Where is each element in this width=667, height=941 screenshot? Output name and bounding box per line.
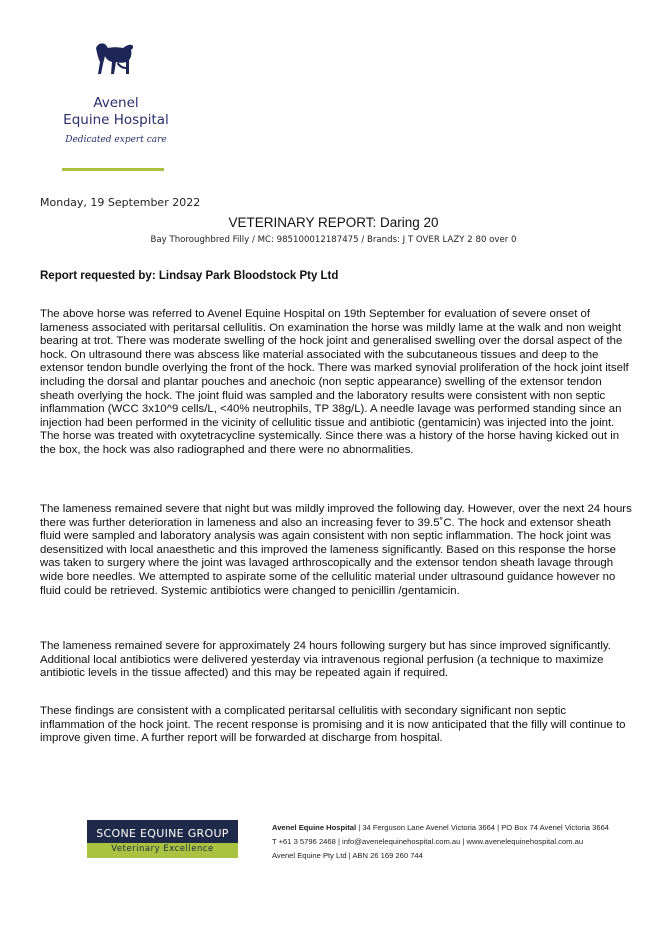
scone-equine-group-logo bbox=[87, 820, 238, 858]
footer-company-line: Avenel Equine Pty Ltd | ABN 26 169 260 744 bbox=[272, 851, 423, 860]
report-paragraph: The lameness remained severe that night but was mildly improved the following day. However, over the next 24 hours there was further deterioration in lameness and also an increasing fever to 39.5˚C. The hock and extensor sheath fluid were sampled and laboratory analysis was again consistent with non septic inflammation. The hock joint was desensitized with local anaesthetic and this improved the lameness significantly. Based on this response the horse was taken to surgery where the joint was lavaged arthroscopically and the extensor tendon sheath lavage through wide bore needles. We attempted to aspirate some of the cellulitic material under ultrasound guidance however no fluid could be retrieved. Systemic antibiotics were changed to penicillin /gentamicin. bbox=[40, 503, 632, 597]
report-paragraph: The lameness remained severe for approximately 24 hours following surgery but has since improved significantly. Additional local antibiotics were delivered yesterday via intravenous regional perfusion (a technique to maximize antibiotic levels in the tissue affected) and this may be repeated again if required. bbox=[40, 640, 611, 680]
logo-name-line1: Avenel bbox=[93, 95, 139, 111]
footer-address: | 34 Ferguson Lane Avenel Victoria 3664 | PO Box 74 Avenel Victoria 3664 bbox=[356, 823, 610, 832]
report-paragraph: The above horse was referred to Avenel Equine Hospital on 19th September for evaluation of severe onset of lameness associated with peritarsal cellulitis. On examination the horse was mildly lame at the walk and non weight bearing at trot. There was moderate swelling of the hock joint and generalised swelling over the dorsal aspect of the hock. On ultrasound there was abscess like material associated with the subcutaneous tissues and deep to the extensor tendon bundle overlying the front of the hock. There was marked synovial proliferation of the hock joint itself including the dorsal and plantar pouches and anechoic (non septic appearance) swelling of the extensor tendon sheath overlying the hock. The joint fluid was sampled and the laboratory results were consistent with non septic inflammation (WCC 3x10^9 cells/L, <40% neutrophils, TP 38g/L). A needle lavage was performed standing since an injection had been performed in the vicinity of cellulitic tissue and antibiotic (gentamicin) was injected into the joint. The horse was treated with oxytetracycline systemically. Since there was a history of the horse having kicked out in the box, the hock was also radiographed and there were no abnormalities. bbox=[40, 308, 629, 456]
requested-by: Report requested by: Lindsay Park Bloodstock Pty Ltd bbox=[40, 270, 339, 282]
report-paragraph: These findings are consistent with a complicated peritarsal cellulitis with secondary significant non septic inflammation of the hock joint. The recent response is promising and it is now anticipated that the filly will continue to improve given time. A further report will be forwarded at discharge from hospital. bbox=[40, 705, 626, 745]
group-name: SCONE EQUINE GROUP bbox=[96, 827, 229, 840]
footer-contact-line: T +61 3 5796 2468 | info@avenelequinehospital.com.au | www.avenelequinehospital.com.au bbox=[272, 837, 584, 846]
horse-icon bbox=[92, 40, 138, 82]
logo-tagline: Dedicated expert care bbox=[65, 135, 167, 145]
logo-accent-bar bbox=[62, 168, 164, 171]
report-title: VETERINARY REPORT: Daring 20 bbox=[228, 215, 439, 230]
group-tagline: Veterinary Excellence bbox=[111, 844, 214, 854]
report-date: Monday, 19 September 2022 bbox=[40, 196, 201, 209]
footer-address-line bbox=[272, 823, 609, 832]
group-tagline-strip bbox=[87, 843, 238, 858]
logo-name-line2: Equine Hospital bbox=[63, 112, 169, 128]
horse-details: Bay Thoroughbred Filly / MC: 985100012187475 / Brands: J T OVER LAZY 2 80 over 0 bbox=[150, 235, 517, 245]
footer-hospital-name: Avenel Equine Hospital bbox=[272, 823, 357, 832]
